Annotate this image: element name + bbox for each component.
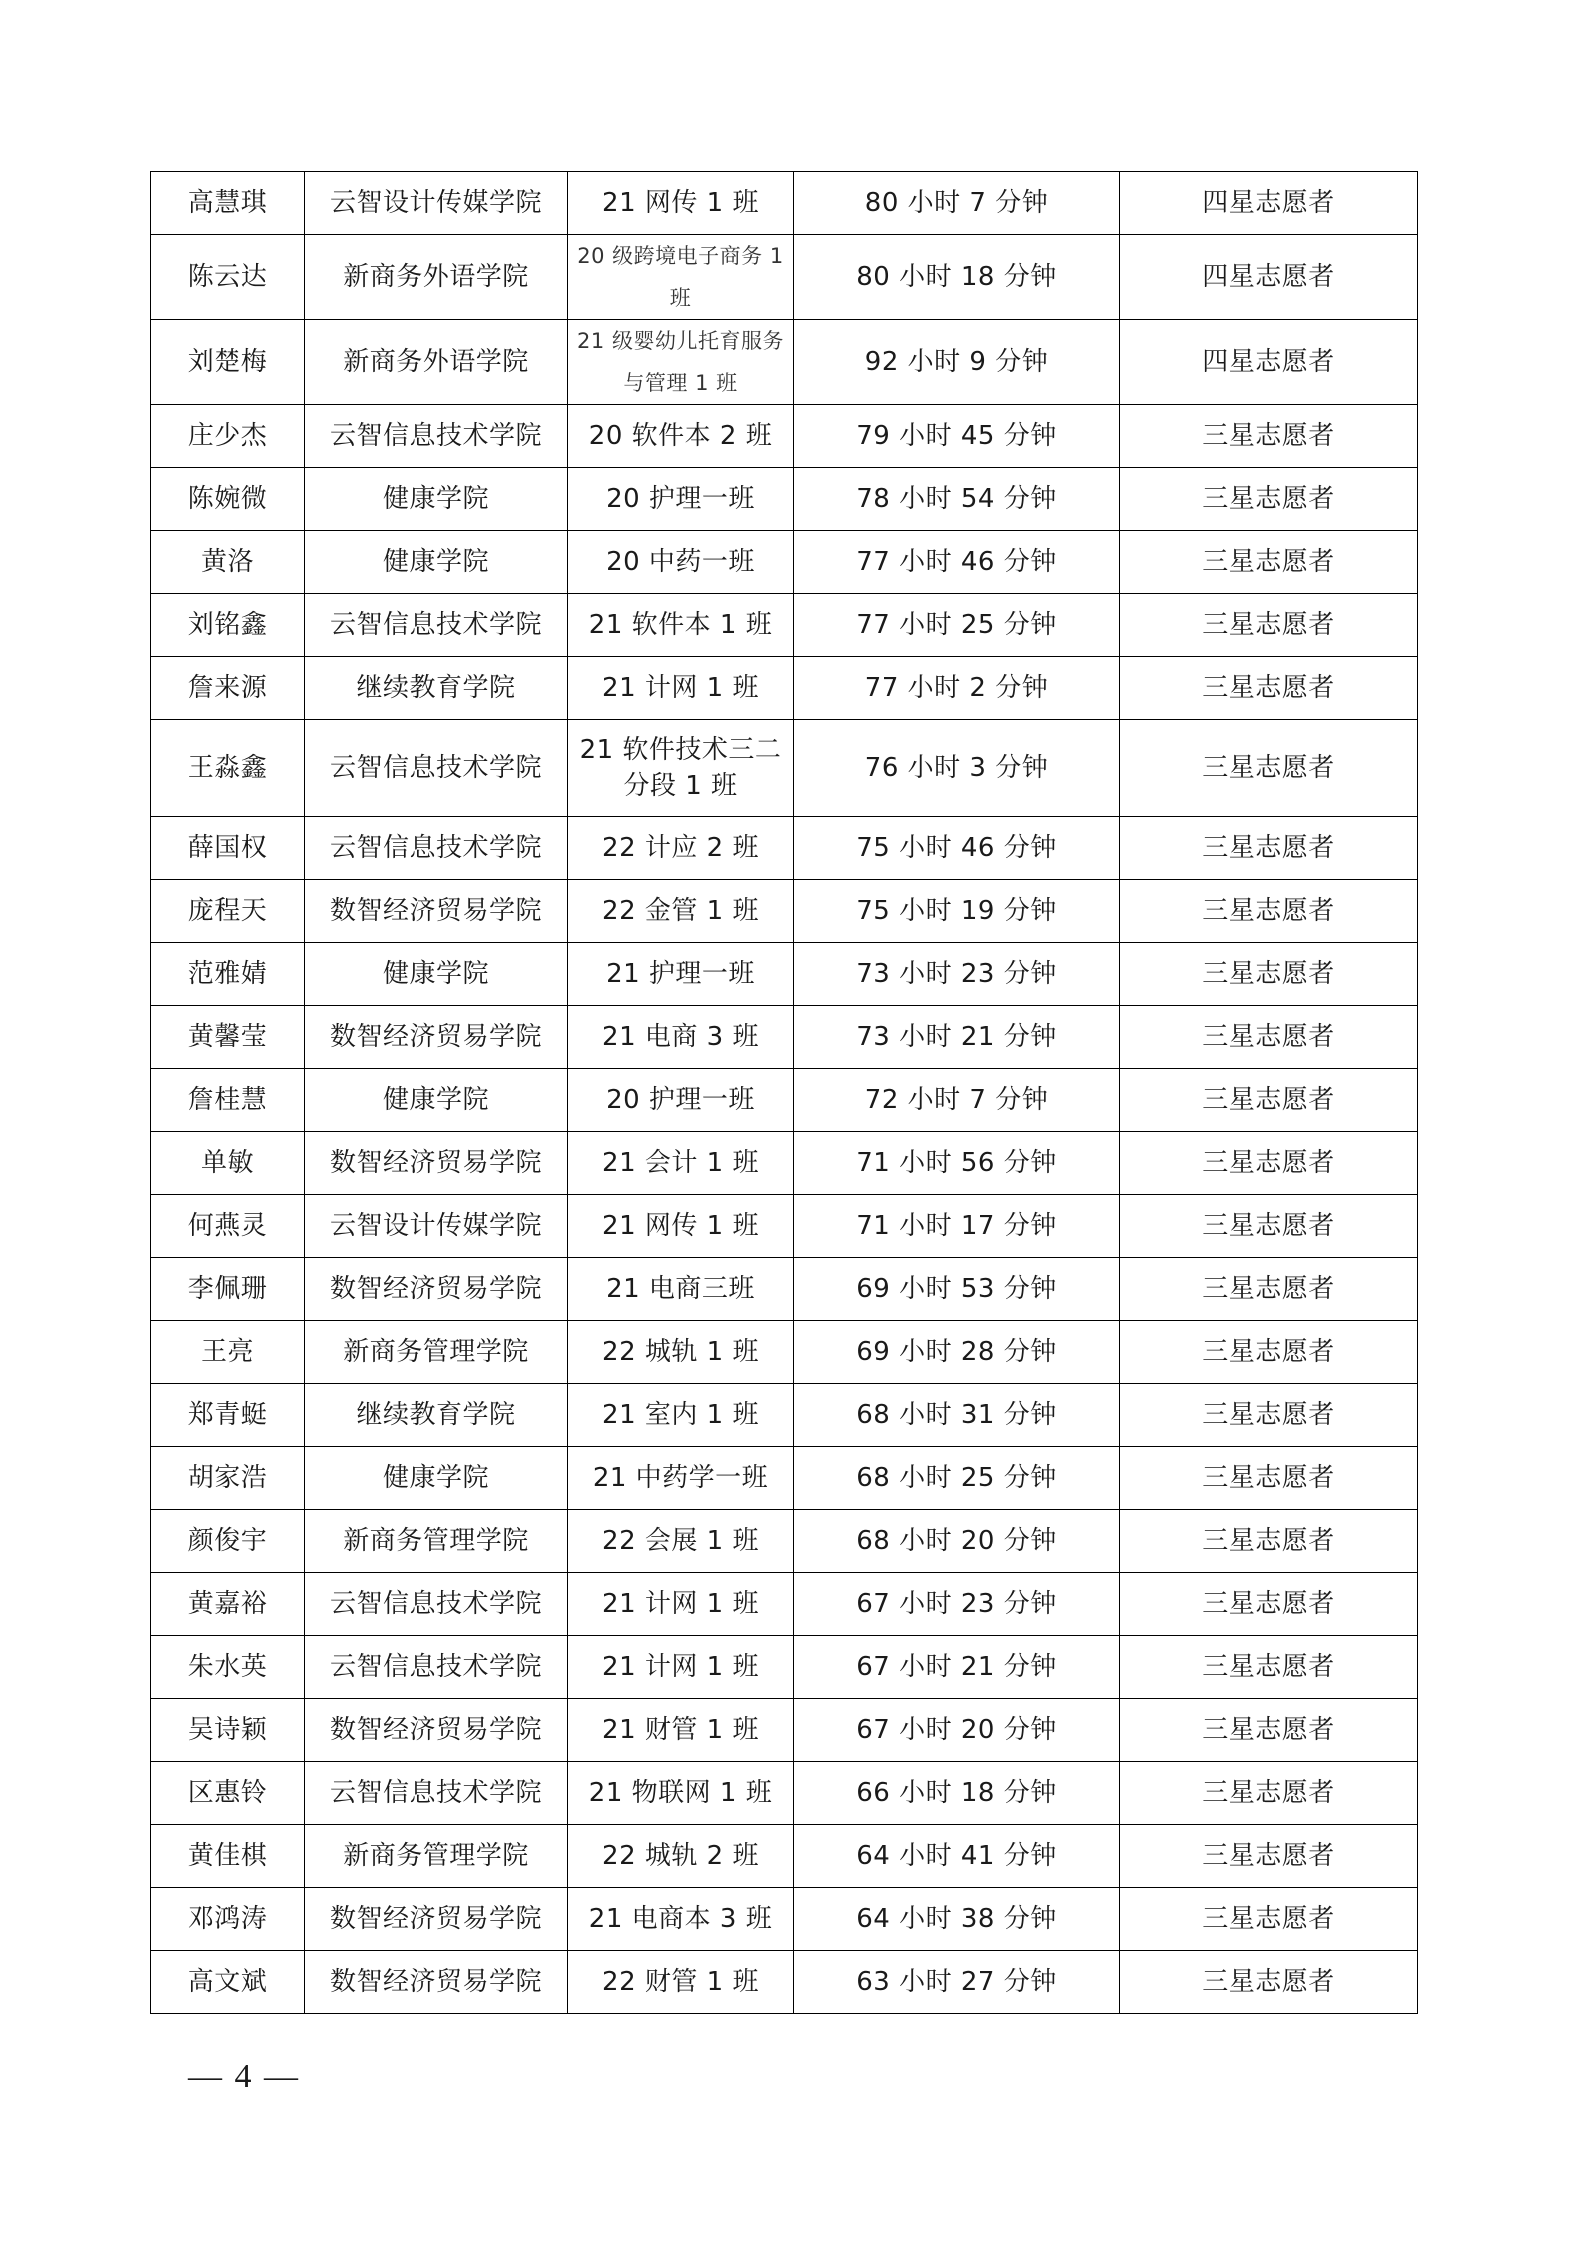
table-row [151, 1384, 1418, 1447]
cell-college: 数智经济贸易学院 [305, 1699, 568, 1762]
cell-name: 何燕灵 [151, 1195, 305, 1258]
table-row [151, 1321, 1418, 1384]
cell-hours: 68 小时 20 分钟 [794, 1510, 1120, 1573]
cell-class: 21 计网 1 班 [568, 1573, 794, 1636]
cell-hours: 63 小时 27 分钟 [794, 1951, 1120, 2014]
cell-level: 三星志愿者 [1120, 1321, 1418, 1384]
cell-college: 健康学院 [305, 1069, 568, 1132]
table-row [151, 172, 1418, 235]
cell-name: 黄馨莹 [151, 1006, 305, 1069]
cell-name: 薛国权 [151, 817, 305, 880]
cell-level: 三星志愿者 [1120, 1258, 1418, 1321]
cell-level: 四星志愿者 [1120, 172, 1418, 235]
cell-class: 20 级跨境电子商务 1 班 [568, 235, 794, 320]
cell-class: 22 城轨 1 班 [568, 1321, 794, 1384]
cell-college: 数智经济贸易学院 [305, 1132, 568, 1195]
cell-name: 詹桂慧 [151, 1069, 305, 1132]
table-row [151, 657, 1418, 720]
volunteer-table-body [151, 172, 1418, 2014]
cell-level: 三星志愿者 [1120, 594, 1418, 657]
table-row [151, 235, 1418, 320]
cell-level: 三星志愿者 [1120, 468, 1418, 531]
cell-class: 21 电商三班 [568, 1258, 794, 1321]
table-row [151, 1825, 1418, 1888]
cell-college: 健康学院 [305, 468, 568, 531]
cell-level: 三星志愿者 [1120, 720, 1418, 817]
cell-college: 云智信息技术学院 [305, 1762, 568, 1825]
cell-name: 刘楚梅 [151, 320, 305, 405]
cell-name: 黄佳棋 [151, 1825, 305, 1888]
table-row [151, 1447, 1418, 1510]
cell-hours: 72 小时 7 分钟 [794, 1069, 1120, 1132]
cell-level: 三星志愿者 [1120, 531, 1418, 594]
table-row [151, 1006, 1418, 1069]
cell-class: 21 中药学一班 [568, 1447, 794, 1510]
cell-college: 新商务管理学院 [305, 1510, 568, 1573]
cell-hours: 69 小时 28 分钟 [794, 1321, 1120, 1384]
table-row [151, 1762, 1418, 1825]
cell-class: 21 级婴幼儿托育服务与管理 1 班 [568, 320, 794, 405]
cell-level: 三星志愿者 [1120, 1636, 1418, 1699]
cell-college: 新商务外语学院 [305, 235, 568, 320]
table-row [151, 720, 1418, 817]
cell-hours: 75 小时 46 分钟 [794, 817, 1120, 880]
cell-name: 陈婉微 [151, 468, 305, 531]
cell-college: 继续教育学院 [305, 657, 568, 720]
table-row [151, 1573, 1418, 1636]
cell-level: 三星志愿者 [1120, 1195, 1418, 1258]
cell-college: 健康学院 [305, 1447, 568, 1510]
table-row [151, 943, 1418, 1006]
cell-level: 三星志愿者 [1120, 1888, 1418, 1951]
cell-name: 吴诗颖 [151, 1699, 305, 1762]
cell-college: 云智信息技术学院 [305, 720, 568, 817]
cell-college: 新商务管理学院 [305, 1825, 568, 1888]
cell-class: 22 计应 2 班 [568, 817, 794, 880]
cell-hours: 77 小时 25 分钟 [794, 594, 1120, 657]
cell-name: 高慧琪 [151, 172, 305, 235]
cell-name: 庄少杰 [151, 405, 305, 468]
cell-college: 云智设计传媒学院 [305, 172, 568, 235]
cell-level: 三星志愿者 [1120, 1510, 1418, 1573]
table-row [151, 1069, 1418, 1132]
cell-hours: 92 小时 9 分钟 [794, 320, 1120, 405]
cell-class: 21 电商本 3 班 [568, 1888, 794, 1951]
table-row [151, 1699, 1418, 1762]
cell-college: 新商务管理学院 [305, 1321, 568, 1384]
cell-name: 范雅婧 [151, 943, 305, 1006]
cell-name: 胡家浩 [151, 1447, 305, 1510]
cell-hours: 71 小时 56 分钟 [794, 1132, 1120, 1195]
table-row [151, 1258, 1418, 1321]
cell-hours: 67 小时 21 分钟 [794, 1636, 1120, 1699]
cell-class: 21 软件技术三二分段 1 班 [568, 720, 794, 817]
cell-name: 郑青蜓 [151, 1384, 305, 1447]
cell-college: 数智经济贸易学院 [305, 1258, 568, 1321]
table-row [151, 1636, 1418, 1699]
cell-class: 21 计网 1 班 [568, 657, 794, 720]
table-row [151, 817, 1418, 880]
cell-class: 20 护理一班 [568, 468, 794, 531]
cell-class: 22 金管 1 班 [568, 880, 794, 943]
table-row [151, 880, 1418, 943]
cell-class: 21 软件本 1 班 [568, 594, 794, 657]
cell-hours: 64 小时 38 分钟 [794, 1888, 1120, 1951]
cell-college: 云智信息技术学院 [305, 1573, 568, 1636]
table-row [151, 1195, 1418, 1258]
cell-level: 三星志愿者 [1120, 817, 1418, 880]
cell-name: 邓鸿涛 [151, 1888, 305, 1951]
cell-level: 四星志愿者 [1120, 320, 1418, 405]
cell-name: 区惠铃 [151, 1762, 305, 1825]
cell-hours: 68 小时 31 分钟 [794, 1384, 1120, 1447]
cell-class: 21 网传 1 班 [568, 1195, 794, 1258]
cell-level: 三星志愿者 [1120, 1573, 1418, 1636]
cell-class: 21 物联网 1 班 [568, 1762, 794, 1825]
cell-class: 21 网传 1 班 [568, 172, 794, 235]
cell-hours: 77 小时 46 分钟 [794, 531, 1120, 594]
cell-hours: 75 小时 19 分钟 [794, 880, 1120, 943]
cell-name: 颜俊宇 [151, 1510, 305, 1573]
cell-name: 黄嘉裕 [151, 1573, 305, 1636]
cell-class: 22 会展 1 班 [568, 1510, 794, 1573]
cell-level: 三星志愿者 [1120, 1825, 1418, 1888]
cell-hours: 73 小时 21 分钟 [794, 1006, 1120, 1069]
cell-level: 三星志愿者 [1120, 405, 1418, 468]
cell-hours: 64 小时 41 分钟 [794, 1825, 1120, 1888]
cell-level: 三星志愿者 [1120, 1069, 1418, 1132]
cell-name: 王亮 [151, 1321, 305, 1384]
cell-level: 三星志愿者 [1120, 1006, 1418, 1069]
table-row [151, 1951, 1418, 2014]
cell-name: 单敏 [151, 1132, 305, 1195]
cell-name: 黄洛 [151, 531, 305, 594]
cell-level: 三星志愿者 [1120, 1447, 1418, 1510]
cell-name: 李佩珊 [151, 1258, 305, 1321]
cell-name: 朱水英 [151, 1636, 305, 1699]
cell-hours: 66 小时 18 分钟 [794, 1762, 1120, 1825]
cell-class: 22 城轨 2 班 [568, 1825, 794, 1888]
cell-name: 王淼鑫 [151, 720, 305, 817]
cell-level: 三星志愿者 [1120, 880, 1418, 943]
table-row [151, 468, 1418, 531]
cell-level: 三星志愿者 [1120, 943, 1418, 1006]
table-row [151, 405, 1418, 468]
cell-college: 健康学院 [305, 531, 568, 594]
cell-class: 22 财管 1 班 [568, 1951, 794, 2014]
cell-hours: 78 小时 54 分钟 [794, 468, 1120, 531]
cell-college: 新商务外语学院 [305, 320, 568, 405]
cell-hours: 80 小时 7 分钟 [794, 172, 1120, 235]
cell-college: 数智经济贸易学院 [305, 1006, 568, 1069]
cell-hours: 69 小时 53 分钟 [794, 1258, 1120, 1321]
cell-hours: 80 小时 18 分钟 [794, 235, 1120, 320]
cell-level: 三星志愿者 [1120, 1384, 1418, 1447]
cell-class: 20 中药一班 [568, 531, 794, 594]
cell-college: 云智信息技术学院 [305, 817, 568, 880]
cell-college: 数智经济贸易学院 [305, 1951, 568, 2014]
cell-college: 云智信息技术学院 [305, 594, 568, 657]
cell-hours: 67 小时 20 分钟 [794, 1699, 1120, 1762]
cell-college: 继续教育学院 [305, 1384, 568, 1447]
cell-hours: 77 小时 2 分钟 [794, 657, 1120, 720]
cell-college: 数智经济贸易学院 [305, 1888, 568, 1951]
cell-college: 健康学院 [305, 943, 568, 1006]
cell-hours: 68 小时 25 分钟 [794, 1447, 1120, 1510]
page-number: — 4 — [188, 2058, 300, 2095]
table-row [151, 594, 1418, 657]
cell-hours: 67 小时 23 分钟 [794, 1573, 1120, 1636]
table-row [151, 1510, 1418, 1573]
cell-hours: 71 小时 17 分钟 [794, 1195, 1120, 1258]
cell-hours: 73 小时 23 分钟 [794, 943, 1120, 1006]
cell-level: 三星志愿者 [1120, 657, 1418, 720]
cell-name: 庞程天 [151, 880, 305, 943]
table-row [151, 320, 1418, 405]
cell-level: 三星志愿者 [1120, 1762, 1418, 1825]
table-row [151, 1132, 1418, 1195]
cell-class: 21 电商 3 班 [568, 1006, 794, 1069]
cell-class: 20 软件本 2 班 [568, 405, 794, 468]
table-row [151, 531, 1418, 594]
cell-college: 云智设计传媒学院 [305, 1195, 568, 1258]
volunteer-table [150, 171, 1418, 2014]
cell-college: 云智信息技术学院 [305, 405, 568, 468]
cell-hours: 76 小时 3 分钟 [794, 720, 1120, 817]
cell-hours: 79 小时 45 分钟 [794, 405, 1120, 468]
cell-name: 陈云达 [151, 235, 305, 320]
cell-class: 21 计网 1 班 [568, 1636, 794, 1699]
cell-name: 詹来源 [151, 657, 305, 720]
cell-class: 21 会计 1 班 [568, 1132, 794, 1195]
table-row [151, 1888, 1418, 1951]
cell-class: 21 护理一班 [568, 943, 794, 1006]
cell-name: 高文斌 [151, 1951, 305, 2014]
cell-college: 数智经济贸易学院 [305, 880, 568, 943]
cell-class: 21 财管 1 班 [568, 1699, 794, 1762]
cell-name: 刘铭鑫 [151, 594, 305, 657]
cell-college: 云智信息技术学院 [305, 1636, 568, 1699]
cell-level: 三星志愿者 [1120, 1132, 1418, 1195]
cell-level: 三星志愿者 [1120, 1699, 1418, 1762]
cell-class: 21 室内 1 班 [568, 1384, 794, 1447]
cell-level: 三星志愿者 [1120, 1951, 1418, 2014]
cell-level: 四星志愿者 [1120, 235, 1418, 320]
cell-class: 20 护理一班 [568, 1069, 794, 1132]
